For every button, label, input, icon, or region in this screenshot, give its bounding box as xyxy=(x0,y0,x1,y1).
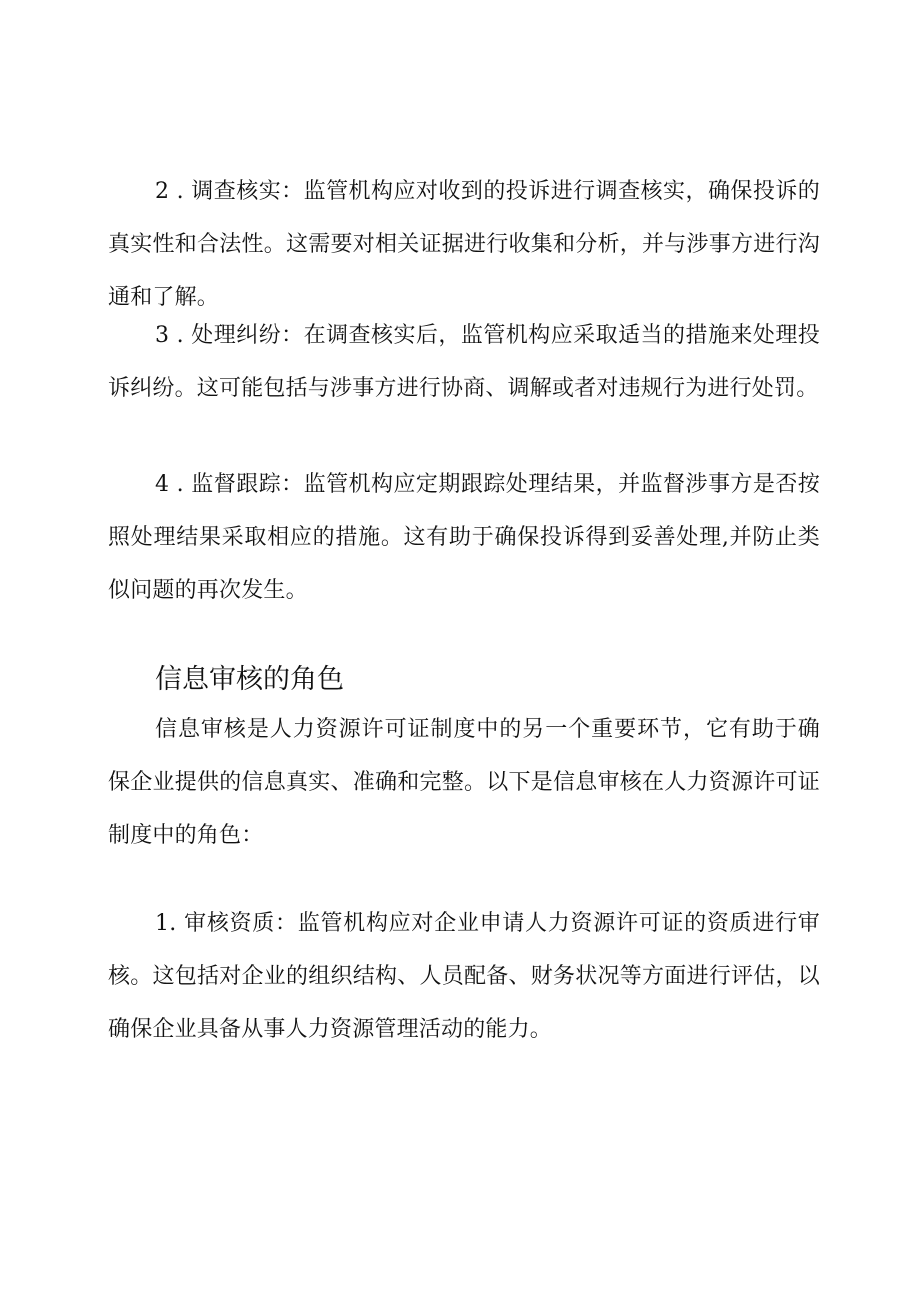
section-intro-paragraph: 信息审核是人力资源许可证制度中的另一个重要环节，它有助于确保企业提供的信息真实、准确和完整。以下是信息审核在人力资源许可证制度中的角色： xyxy=(108,717,820,848)
item-paragraph-resolve: 3 . 处理纠纷：在调查核实后，监管机构应采取适当的措施来处理投诉纠纷。这可能包括与涉事方进行协商、调解或者对违规行为进行处罚。 xyxy=(108,323,820,401)
item-paragraph-investigate: 2 . 调查核实：监管机构应对收到的投诉进行调查核实，确保投诉的真实性和合法性。这需要对相关证据进行收集和分析，并与涉事方进行沟通和了解。 xyxy=(108,179,820,310)
item-paragraph-supervise: 4 . 监督跟踪：监管机构应定期跟踪处理结果，并监督涉事方是否按照处理结果采取相应的措施。这有助于确保投诉得到妥善处理,并防止类似问题的再次发生。 xyxy=(108,472,820,603)
section-heading: 信息审核的角色 xyxy=(155,664,344,695)
section-item-paragraph-qualification: 1. 审核资质：监管机构应对企业申请人力资源许可证的资质进行审核。这包括对企业的组织结构、人员配备、财务状况等方面进行评估，以确保企业具备从事人力资源管理活动的能力。 xyxy=(108,911,820,1042)
